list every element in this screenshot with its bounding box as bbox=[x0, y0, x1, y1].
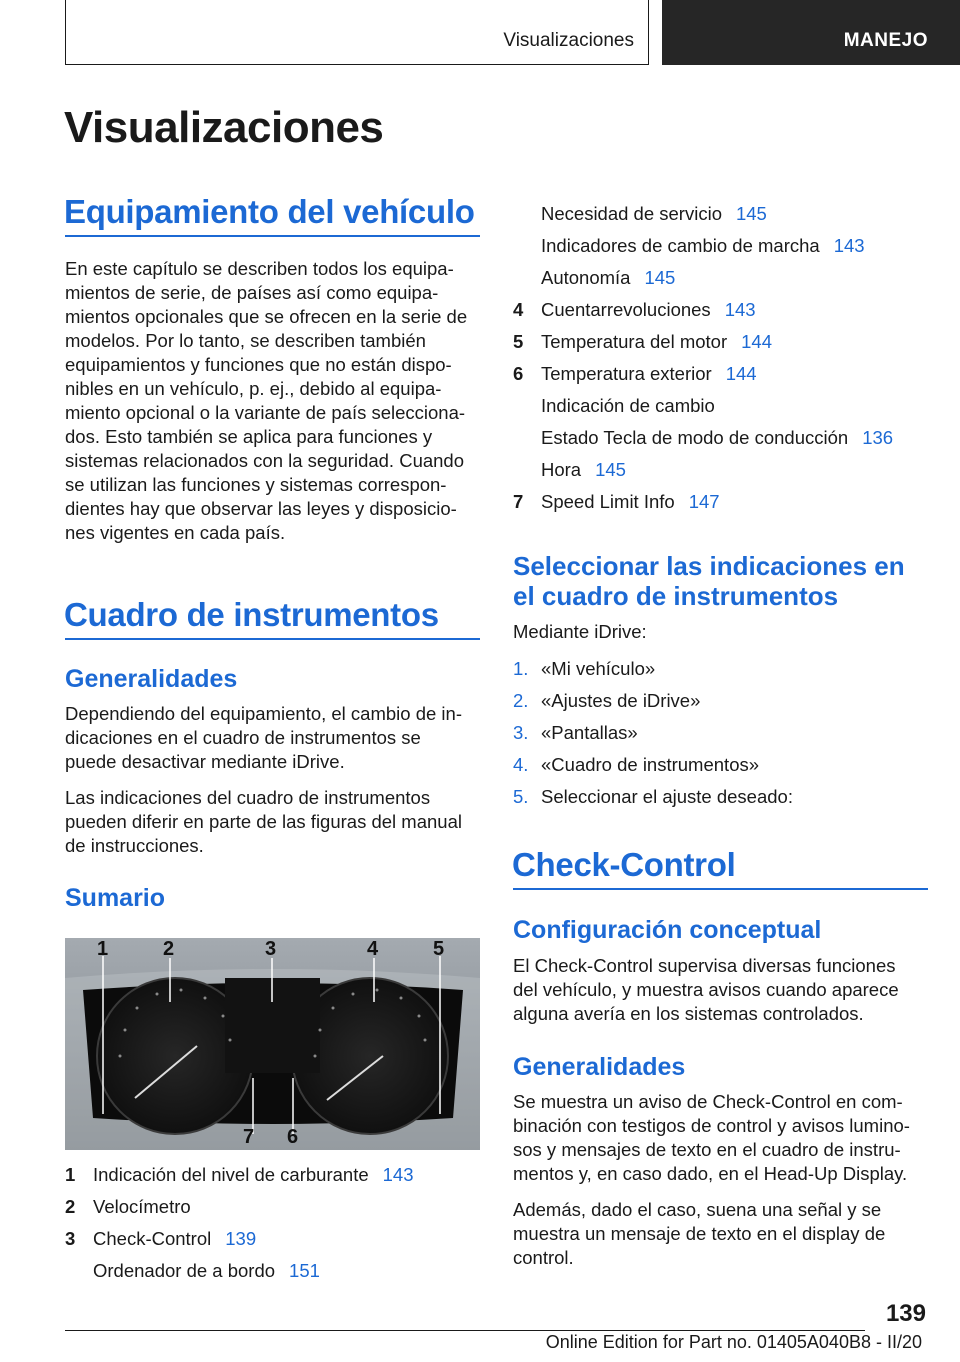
page-ref-link[interactable]: 143 bbox=[724, 299, 756, 320]
page-ref-link[interactable]: 139 bbox=[225, 1228, 257, 1249]
heading-rule bbox=[513, 888, 928, 890]
paragraph-equipamiento: En este capítulo se describen todos los equipa- mientos de serie, de países así como equipa- mientos opcionales que se ofrecen en la serie de modelos. Por lo tanto, se describen también equipamientos y funciones que no están dispo- nibles en un vehículo, p. ej., debido al equipa- miento opcional o la variante de país selecciona- dos. Esto también se aplica para funciones y sistemas relacionados con la seguridad. Cuando se utilizan las funciones y sistemas correspon- dientes hay que observar las leyes y disposicio- nes vigentes en cada país. bbox=[65, 258, 468, 543]
heading-equipamiento: Equipamiento del vehículo bbox=[64, 193, 475, 230]
paragraph-cuadro-2: Las indicaciones del cuadro de instrumentos pueden diferir en parte de las figuras del manual de instrucciones. bbox=[65, 787, 462, 856]
page-ref-link[interactable]: 147 bbox=[688, 491, 720, 512]
callout-4: 4 bbox=[367, 938, 379, 960]
subheading-generalidades: Generalidades bbox=[65, 665, 238, 693]
page-title: Visualizaciones bbox=[64, 103, 384, 152]
callout-1: 1 bbox=[97, 938, 109, 960]
page-ref-link[interactable]: 143 bbox=[833, 235, 865, 256]
callout-3: 3 bbox=[265, 938, 277, 960]
subheading-configuracion: Configuración conceptual bbox=[513, 916, 822, 944]
page-ref-link[interactable]: 144 bbox=[741, 331, 772, 352]
paragraph-cuadro-1: Dependiendo del equipamiento, el cambio de in- dicaciones en el cuadro de instrumentos se puede desactivar mediante iDrive. bbox=[65, 703, 462, 772]
paragraph-configuracion: El Check-Control supervisa diversas funciones del vehículo, y muestra avisos cuando aparece alguna avería en los sistemas controlados. bbox=[513, 955, 899, 1024]
footer-edition: Online Edition for Part no. 01405A040B8 - II/20 bbox=[545, 1332, 922, 1352]
header-section-label: Visualizaciones bbox=[503, 30, 634, 51]
page-ref-link[interactable]: 145 bbox=[644, 267, 676, 288]
heading-rule bbox=[65, 638, 480, 640]
subheading-generalidades-check: Generalidades bbox=[513, 1053, 686, 1081]
page-ref-link[interactable]: 151 bbox=[289, 1260, 320, 1281]
heading-rule bbox=[65, 235, 480, 237]
subheading-sumario: Sumario bbox=[65, 884, 166, 912]
page-ref-link[interactable]: 143 bbox=[382, 1164, 414, 1185]
page-ref-link[interactable]: 144 bbox=[725, 363, 757, 384]
intro-text: Mediante iDrive: bbox=[513, 621, 647, 642]
header-section-box bbox=[65, 0, 649, 65]
instrument-cluster-drawing bbox=[65, 938, 480, 1150]
header-chapter-tab bbox=[662, 0, 960, 65]
footer-rule bbox=[65, 1330, 865, 1331]
heading-check-control: Check-Control bbox=[512, 846, 736, 883]
subheading-seleccionar: Seleccionar las indicaciones en el cuadro de instrumentos bbox=[513, 551, 905, 611]
heading-cuadro: Cuadro de instrumentos bbox=[64, 596, 439, 633]
page-ref-link[interactable]: 145 bbox=[735, 203, 767, 224]
header-chapter-label: MANEJO bbox=[843, 30, 928, 51]
instrument-cluster-image bbox=[65, 938, 480, 1150]
page-ref-link[interactable]: 145 bbox=[595, 459, 626, 480]
page-number: 139 bbox=[885, 1300, 926, 1327]
paragraph-generalidades-check-1: Se muestra un aviso de Check-Control en com- binación con testigos de control y avisos lumino- sos y mensajes de texto en el cuadro de instru- mentos y, en caso dado, en el Head-Up Display. bbox=[513, 1091, 910, 1184]
callout-6: 6 bbox=[287, 1126, 299, 1148]
page-ref-link[interactable]: 136 bbox=[862, 427, 894, 448]
callout-7: 7 bbox=[243, 1126, 255, 1148]
paragraph-generalidades-check-2: Además, dado el caso, suena una señal y se muestra un mensaje de texto en el display de control. bbox=[513, 1199, 886, 1268]
callout-5: 5 bbox=[433, 938, 445, 960]
callout-2: 2 bbox=[163, 938, 175, 960]
